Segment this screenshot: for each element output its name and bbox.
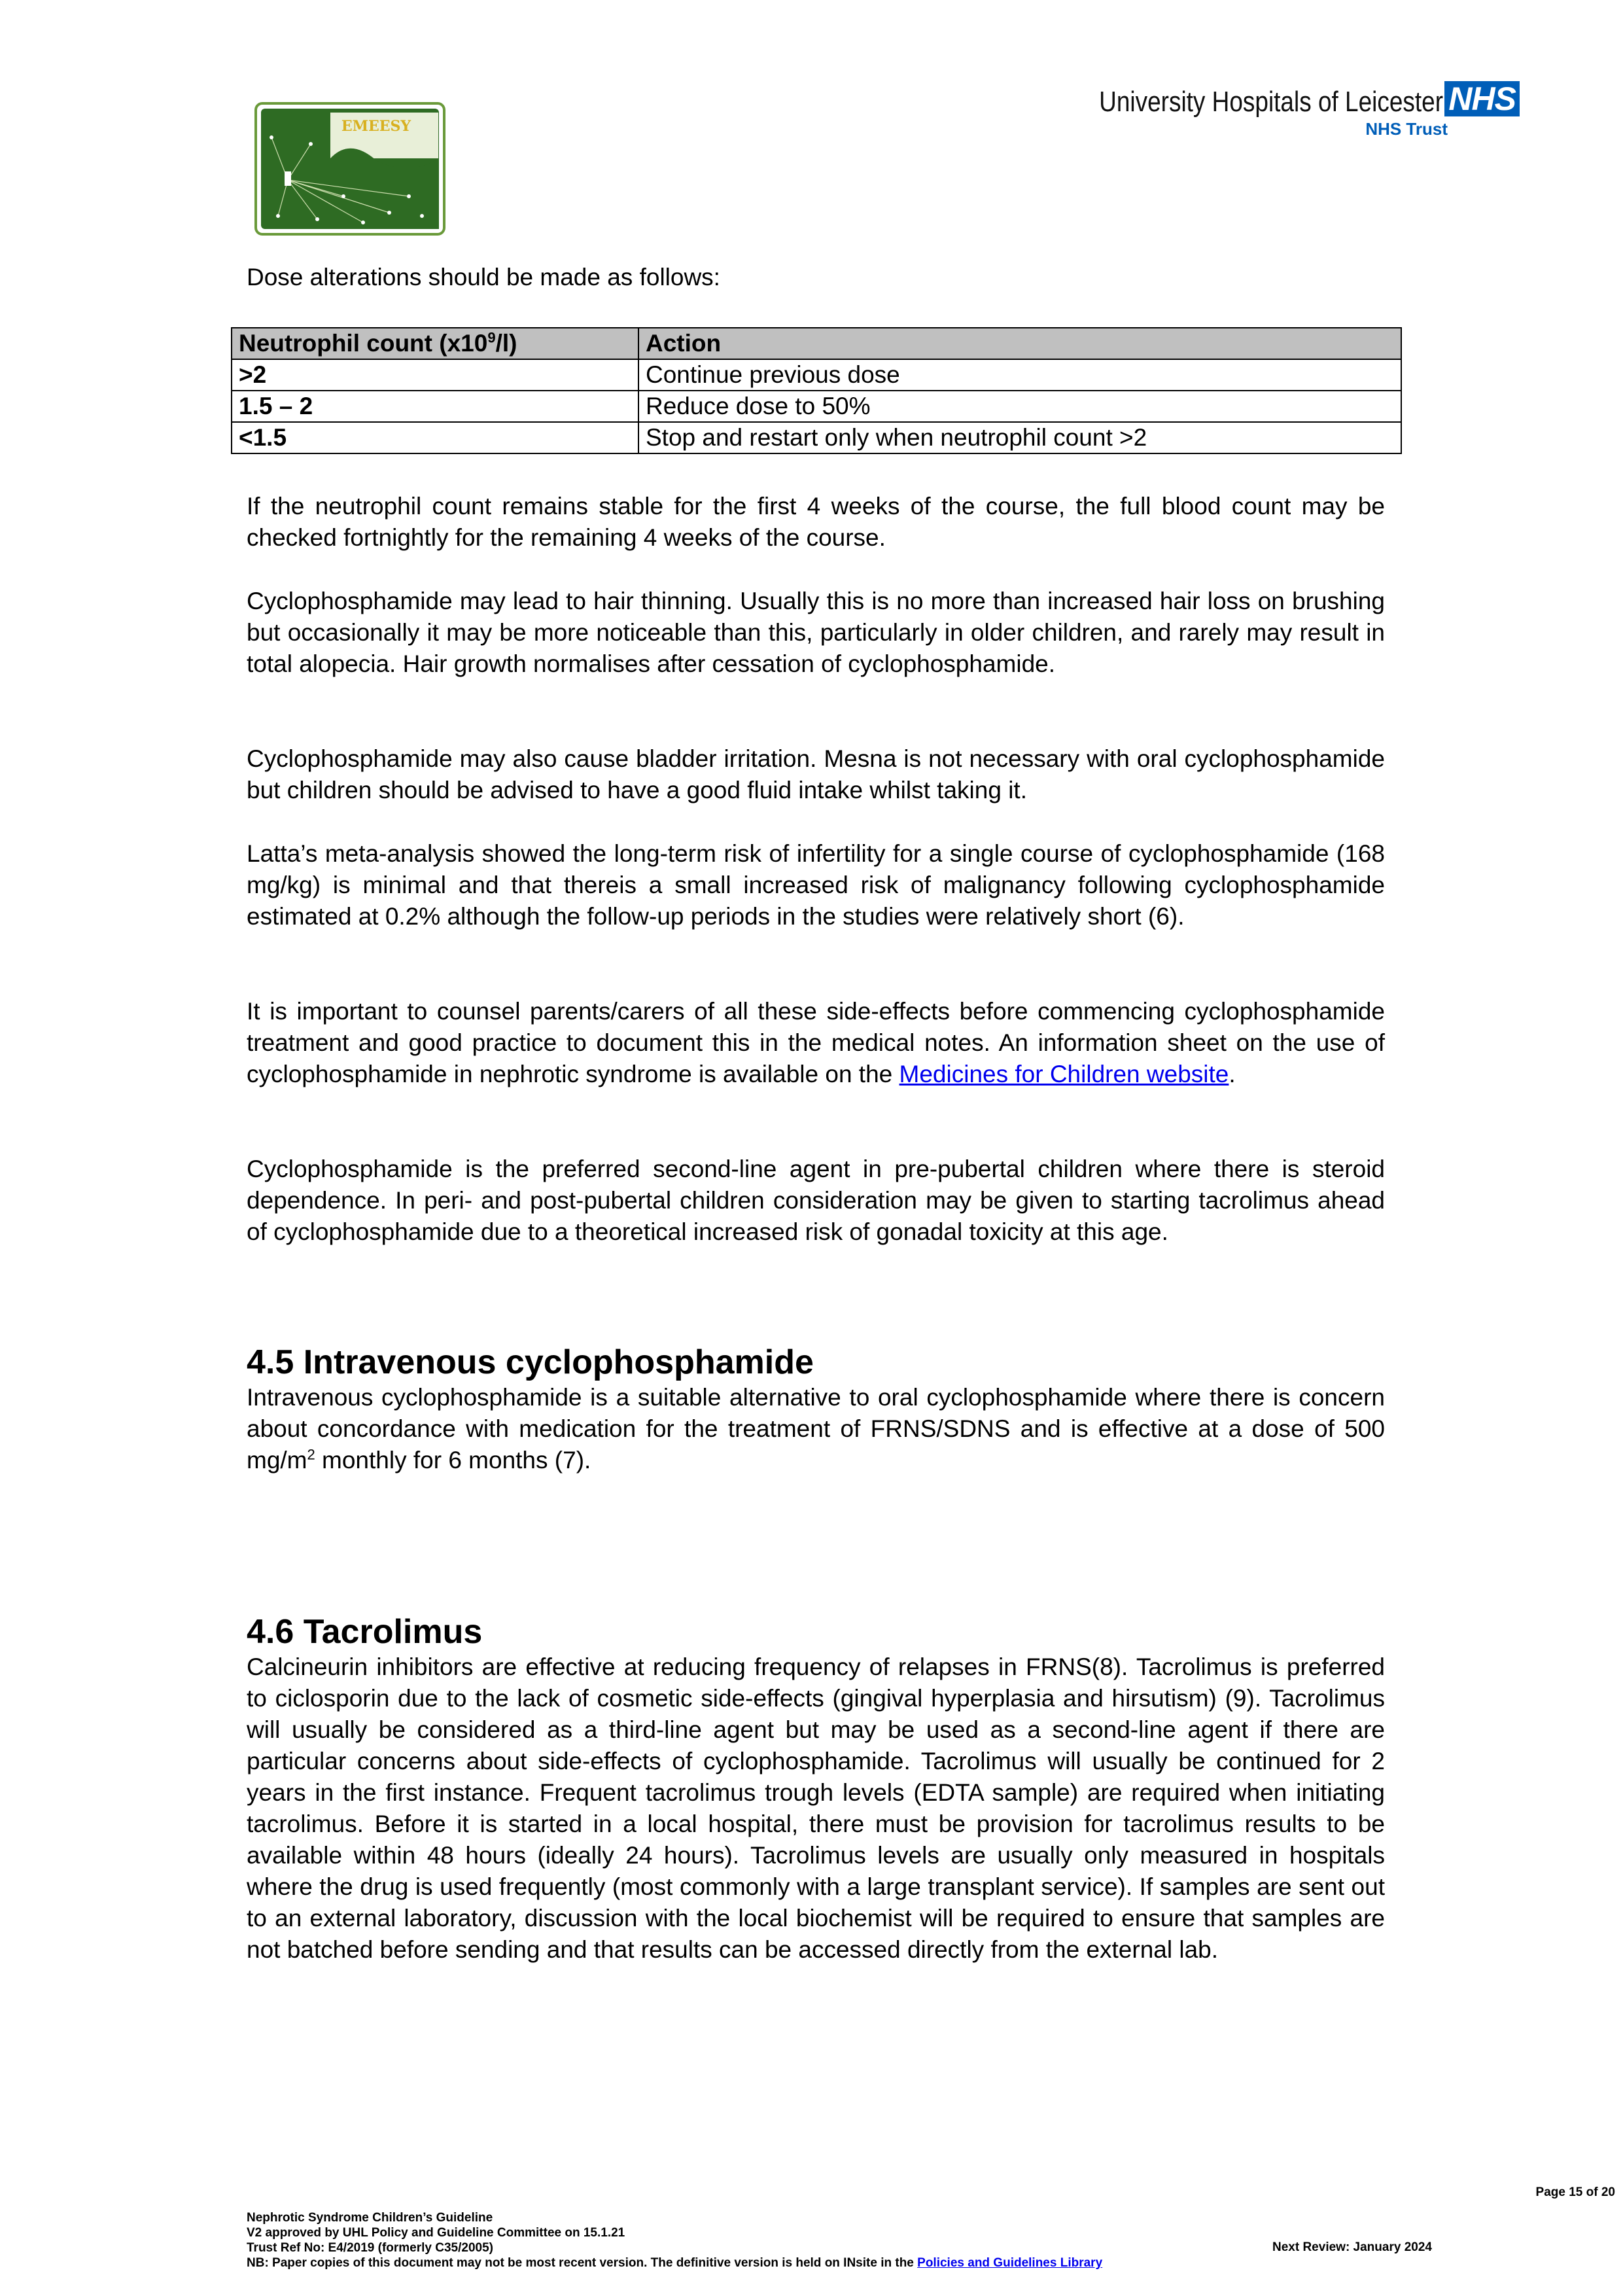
footer-note: NB: Paper copies of this document may not be most recent version. The definitive version is held on INsite in the Policies and Guidelines Library: [247, 2256, 1103, 2270]
paragraph-counsel: It is important to counsel parents/carers of all these side-effects before commencing cyclophosphamide treatment and good practice to document this in the medical notes. An information sheet on the use of cyclophosphamide in nephrotic syndrome is available on the Medicines for Children website.: [247, 998, 1385, 1087]
dose-table: [231, 327, 1402, 454]
nhs-trust-label: NHS Trust: [1365, 119, 1448, 139]
cell-count: >2: [232, 359, 638, 391]
section-4-5: 4.5 Intravenous cyclophosphamide Intravenous cyclophosphamide is a suitable alternative to oral cyclophosphamide where there is concern about concordance with medication for the treatment of FRNS/SDNS and is effective at a dose of 500 $mg/m^2$ monthly for 6 months (7).: [247, 1343, 1385, 1474]
paragraph-latta: Latta’s meta-analysis showed the long-term risk of infertility for a single course of cyclophosphamide (168 mg/kg) is minimal and that thereis a small increased risk of malignancy following cyclophosphamide estimated at 0.2% although the follow-up periods in the studies were relatively short (6).: [247, 840, 1385, 930]
footer-title: Nephrotic Syndrome Children’s Guideline: [247, 2211, 493, 2225]
column-header-count: Neutrophil count $(x10^9/l)$: [232, 328, 638, 359]
footer-approval: V2 approved by UHL Policy and Guideline Committee on 15.1.21: [247, 2226, 625, 2240]
cell-action: Stop and restart only when neutrophil count >2: [638, 422, 1401, 453]
org-name: University Hospitals of Leicester: [1099, 86, 1444, 118]
nhs-logo: NHS: [1444, 81, 1520, 116]
paragraph-bladder: Cyclophosphamide may also cause bladder irritation. Mesna is not necessary with oral cyclophosphamide but children should be advised to have a good fluid intake whilst taking it.: [247, 745, 1385, 804]
intro-text: Dose alterations should be made as follows:: [247, 264, 720, 291]
section-heading: 4.5 Intravenous cyclophosphamide: [247, 1343, 814, 1381]
cell-count: <1.5: [232, 422, 638, 453]
emeesy-logo: [252, 98, 448, 239]
policies-library-link[interactable]: Policies and Guidelines Library: [917, 2256, 1103, 2270]
column-header-action: Action: [638, 328, 1401, 359]
cell-action: Continue previous dose: [638, 359, 1401, 391]
section-heading: 4.6 Tacrolimus: [247, 1613, 483, 1651]
paragraph-hair: Cyclophosphamide may lead to hair thinning. Usually this is no more than increased hair loss on brushing but occasionally it may be more noticeable than this, particularly in older children, and rarely may result in total alopecia. Hair growth normalises after cessation of cyclophosphamide.: [247, 588, 1385, 677]
cell-action: Reduce dose to 50%: [638, 391, 1401, 422]
table-row: [232, 359, 1401, 391]
paragraph-second-line: Cyclophosphamide is the preferred second-line agent in pre-pubertal children where there is steroid dependence. In peri- and post-pubertal children consideration may be given to starting tacrolimus ahead of cyclophosphamide due to a theoretical increased risk of gonadal toxicity at this age.: [247, 1156, 1385, 1245]
footer-trust-ref: Trust Ref No: E4/2019 (formerly C35/2005): [247, 2241, 493, 2255]
organisation-header: [1034, 81, 1520, 139]
cell-count: 1.5 – 2: [232, 391, 638, 422]
table-row: [232, 391, 1401, 422]
section-4-6: 4.6 Tacrolimus Calcineurin inhibitors are effective at reducing frequency of relapses in FRNS(8). Tacrolimus is preferred to ciclosporin due to the lack of cosmetic side-effects (gingival hyperplasia and hirsutism) (9). Tacrolimus will usually be considered as a third-line agent but may be used as a second-line agent if there are particular concerns about side-effects of cyclophosphamide. Tacrolimus will usually be continued for 2 years in the first instance. Frequent tacrolimus trough levels (EDTA sample) are required when initiating tacrolimus. Before it is started in a local hospital, there must be provision for tacrolimus results to be available within 48 hours (ideally 24 hours). Tacrolimus levels are usually only measured in hospitals where the drug is used frequently (most commonly with a large transplant service). If samples are sent out to an external laboratory, discussion with the local biochemist will be required to ensure that samples are not batched before sending and that results can be accessed directly from the external lab.: [247, 1613, 1385, 1963]
table-header-row: [232, 328, 1401, 359]
logo-text: EMEESY: [341, 118, 411, 135]
next-review: Next Review: January 2024: [1272, 2240, 1432, 2254]
table-row: [232, 422, 1401, 453]
paragraph-neutrophil: If the neutrophil count remains stable for the first 4 weeks of the course, the full blood count may be checked fortnightly for the remaining 4 weeks of the course.: [247, 493, 1385, 551]
page-number: Page 15 of 20: [1535, 2185, 1615, 2199]
medicines-for-children-link[interactable]: Medicines for Children website: [899, 1061, 1229, 1087]
